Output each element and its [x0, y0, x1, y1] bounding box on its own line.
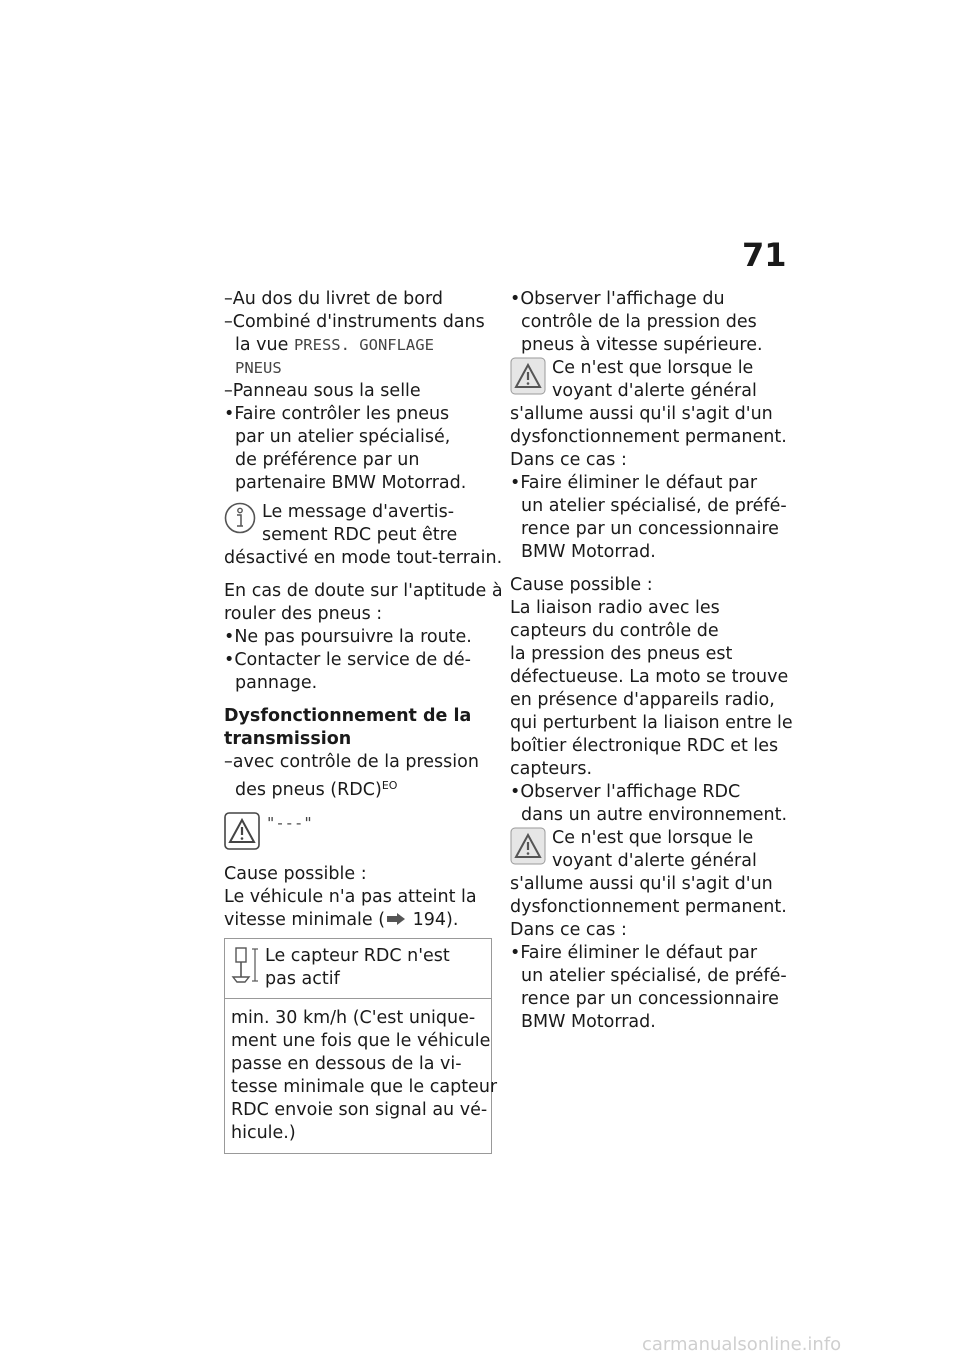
warning-text: voyant d'alerte général [552, 381, 757, 401]
bullet-item: •Faire contrôler les pneus [224, 404, 450, 424]
tire-pressure-sensor-icon [231, 945, 259, 992]
cause-text: vitesse minimale ( 194). [224, 910, 459, 930]
table-cell: ment une fois que le véhicule [231, 1031, 491, 1051]
warning-note [510, 357, 780, 403]
text: vitesse minimale [224, 910, 373, 930]
bullet-continuation: de préférence par un [235, 450, 420, 470]
equipment-code: EO [381, 779, 398, 792]
list-item: –Panneau sous la selle [224, 381, 421, 401]
paragraph: rouler des pneus : [224, 604, 383, 624]
warning-text: s'allume aussi qu'il s'agit d'un [510, 404, 773, 424]
page-reference: 194). [412, 910, 459, 930]
display-text: PNEUS [235, 359, 282, 377]
warning-text: dysfonctionnement permanent. [510, 897, 787, 917]
bullet-item: •Faire éliminer le défaut par [510, 473, 758, 493]
info-text: désactivé en mode tout-terrain. [224, 548, 503, 568]
display-text: "---" [266, 814, 313, 832]
bullet-continuation: contrôle de la pression des [521, 312, 757, 332]
rdc-table [224, 938, 498, 1154]
list-item: –Au dos du livret de bord [224, 289, 443, 309]
warning-display [224, 812, 492, 857]
list-item-continuation [224, 774, 492, 802]
table-cell: RDC envoie son signal au vé- [231, 1100, 488, 1120]
table-cell: pas actif [265, 969, 340, 989]
section-heading: Dysfonctionnement de la [224, 706, 472, 726]
table-cell: Le capteur RDC n'est [265, 946, 450, 966]
bullet-continuation: partenaire BMW Motorrad. [235, 473, 467, 493]
cause-text: défectueuse. La moto se trouve [510, 667, 789, 687]
table-cell: min. 30 km/h (C'est unique- [231, 1008, 476, 1028]
table-cell: passe en dessous de la vi- [231, 1054, 462, 1074]
list-item: –avec contrôle de la pression [224, 752, 479, 772]
cause-text: qui perturbent la liaison entre le [510, 713, 793, 733]
right-column [510, 288, 793, 1034]
bullet-item: •Contacter le service de dé- [224, 650, 471, 670]
warning-text: Ce n'est que lorsque le [552, 358, 754, 378]
info-text: Le message d'avertis- [262, 502, 455, 522]
bullet-continuation: rence par un concessionnaire [521, 519, 779, 539]
bullet-item: •Ne pas poursuivre la route. [224, 627, 472, 647]
cause-text: boîtier électronique RDC et les [510, 736, 779, 756]
cause-text: en présence d'appareils radio, [510, 690, 775, 710]
table-row [225, 999, 498, 1153]
info-text: sement RDC peut être [262, 525, 458, 545]
list-item-continuation [224, 334, 492, 357]
cause-text: capteurs. [510, 759, 593, 779]
page-number: 71 [742, 236, 787, 274]
warning-note [510, 827, 780, 873]
warning-triangle-icon [224, 812, 260, 857]
text: la vue [235, 335, 289, 355]
table-row [225, 939, 491, 999]
warning-text: s'allume aussi qu'il s'agit d'un [510, 874, 773, 894]
warning-text: Ce n'est que lorsque le [552, 828, 754, 848]
section-heading: transmission [224, 729, 352, 749]
display-text: PRESS. GONFLAGE [293, 336, 434, 354]
info-note [224, 501, 492, 547]
table-cell: tesse minimale que le capteur [231, 1077, 498, 1097]
info-icon [224, 501, 256, 542]
watermark: carmanualsonline.info [642, 1334, 842, 1355]
table-cell: hicule.) [231, 1123, 296, 1143]
bullet-continuation: rence par un concessionnaire [521, 989, 779, 1009]
warning-text: Dans ce cas : [510, 450, 627, 470]
paragraph: En cas de doute sur l'aptitude à [224, 581, 503, 601]
cause-text: capteurs du contrôle de [510, 621, 719, 641]
bullet-item: •Observer l'affichage RDC [510, 782, 741, 802]
bullet-continuation: un atelier spécialisé, de préfé- [521, 496, 787, 516]
bullet-continuation: dans un autre environnement. [521, 805, 788, 825]
warning-text: Dans ce cas : [510, 920, 627, 940]
bullet-continuation: pannage. [235, 673, 318, 693]
bullet-continuation: BMW Motorrad. [521, 1012, 656, 1032]
cause-label: Cause possible : [224, 864, 367, 884]
text: des pneus (RDC) [235, 780, 382, 800]
bullet-continuation: par un atelier spécialisé, [235, 427, 451, 447]
page-reference-arrow-icon [385, 910, 407, 930]
warning-triangle-icon [510, 357, 546, 402]
bullet-continuation: BMW Motorrad. [521, 542, 656, 562]
cause-text: Le véhicule n'a pas atteint la [224, 887, 477, 907]
cause-text: La liaison radio avec les [510, 598, 720, 618]
cause-label: Cause possible : [510, 575, 653, 595]
bullet-item: •Faire éliminer le défaut par [510, 943, 758, 963]
warning-text: dysfonctionnement permanent. [510, 427, 787, 447]
warning-text: voyant d'alerte général [552, 851, 757, 871]
cause-text: la pression des pneus est [510, 644, 733, 664]
bullet-continuation: un atelier spécialisé, de préfé- [521, 966, 787, 986]
list-item: –Combiné d'instruments dans [224, 312, 485, 332]
bullet-item: •Observer l'affichage du [510, 289, 725, 309]
left-column [224, 288, 503, 1154]
bullet-continuation: pneus à vitesse supérieure. [521, 335, 763, 355]
warning-triangle-icon [510, 827, 546, 872]
